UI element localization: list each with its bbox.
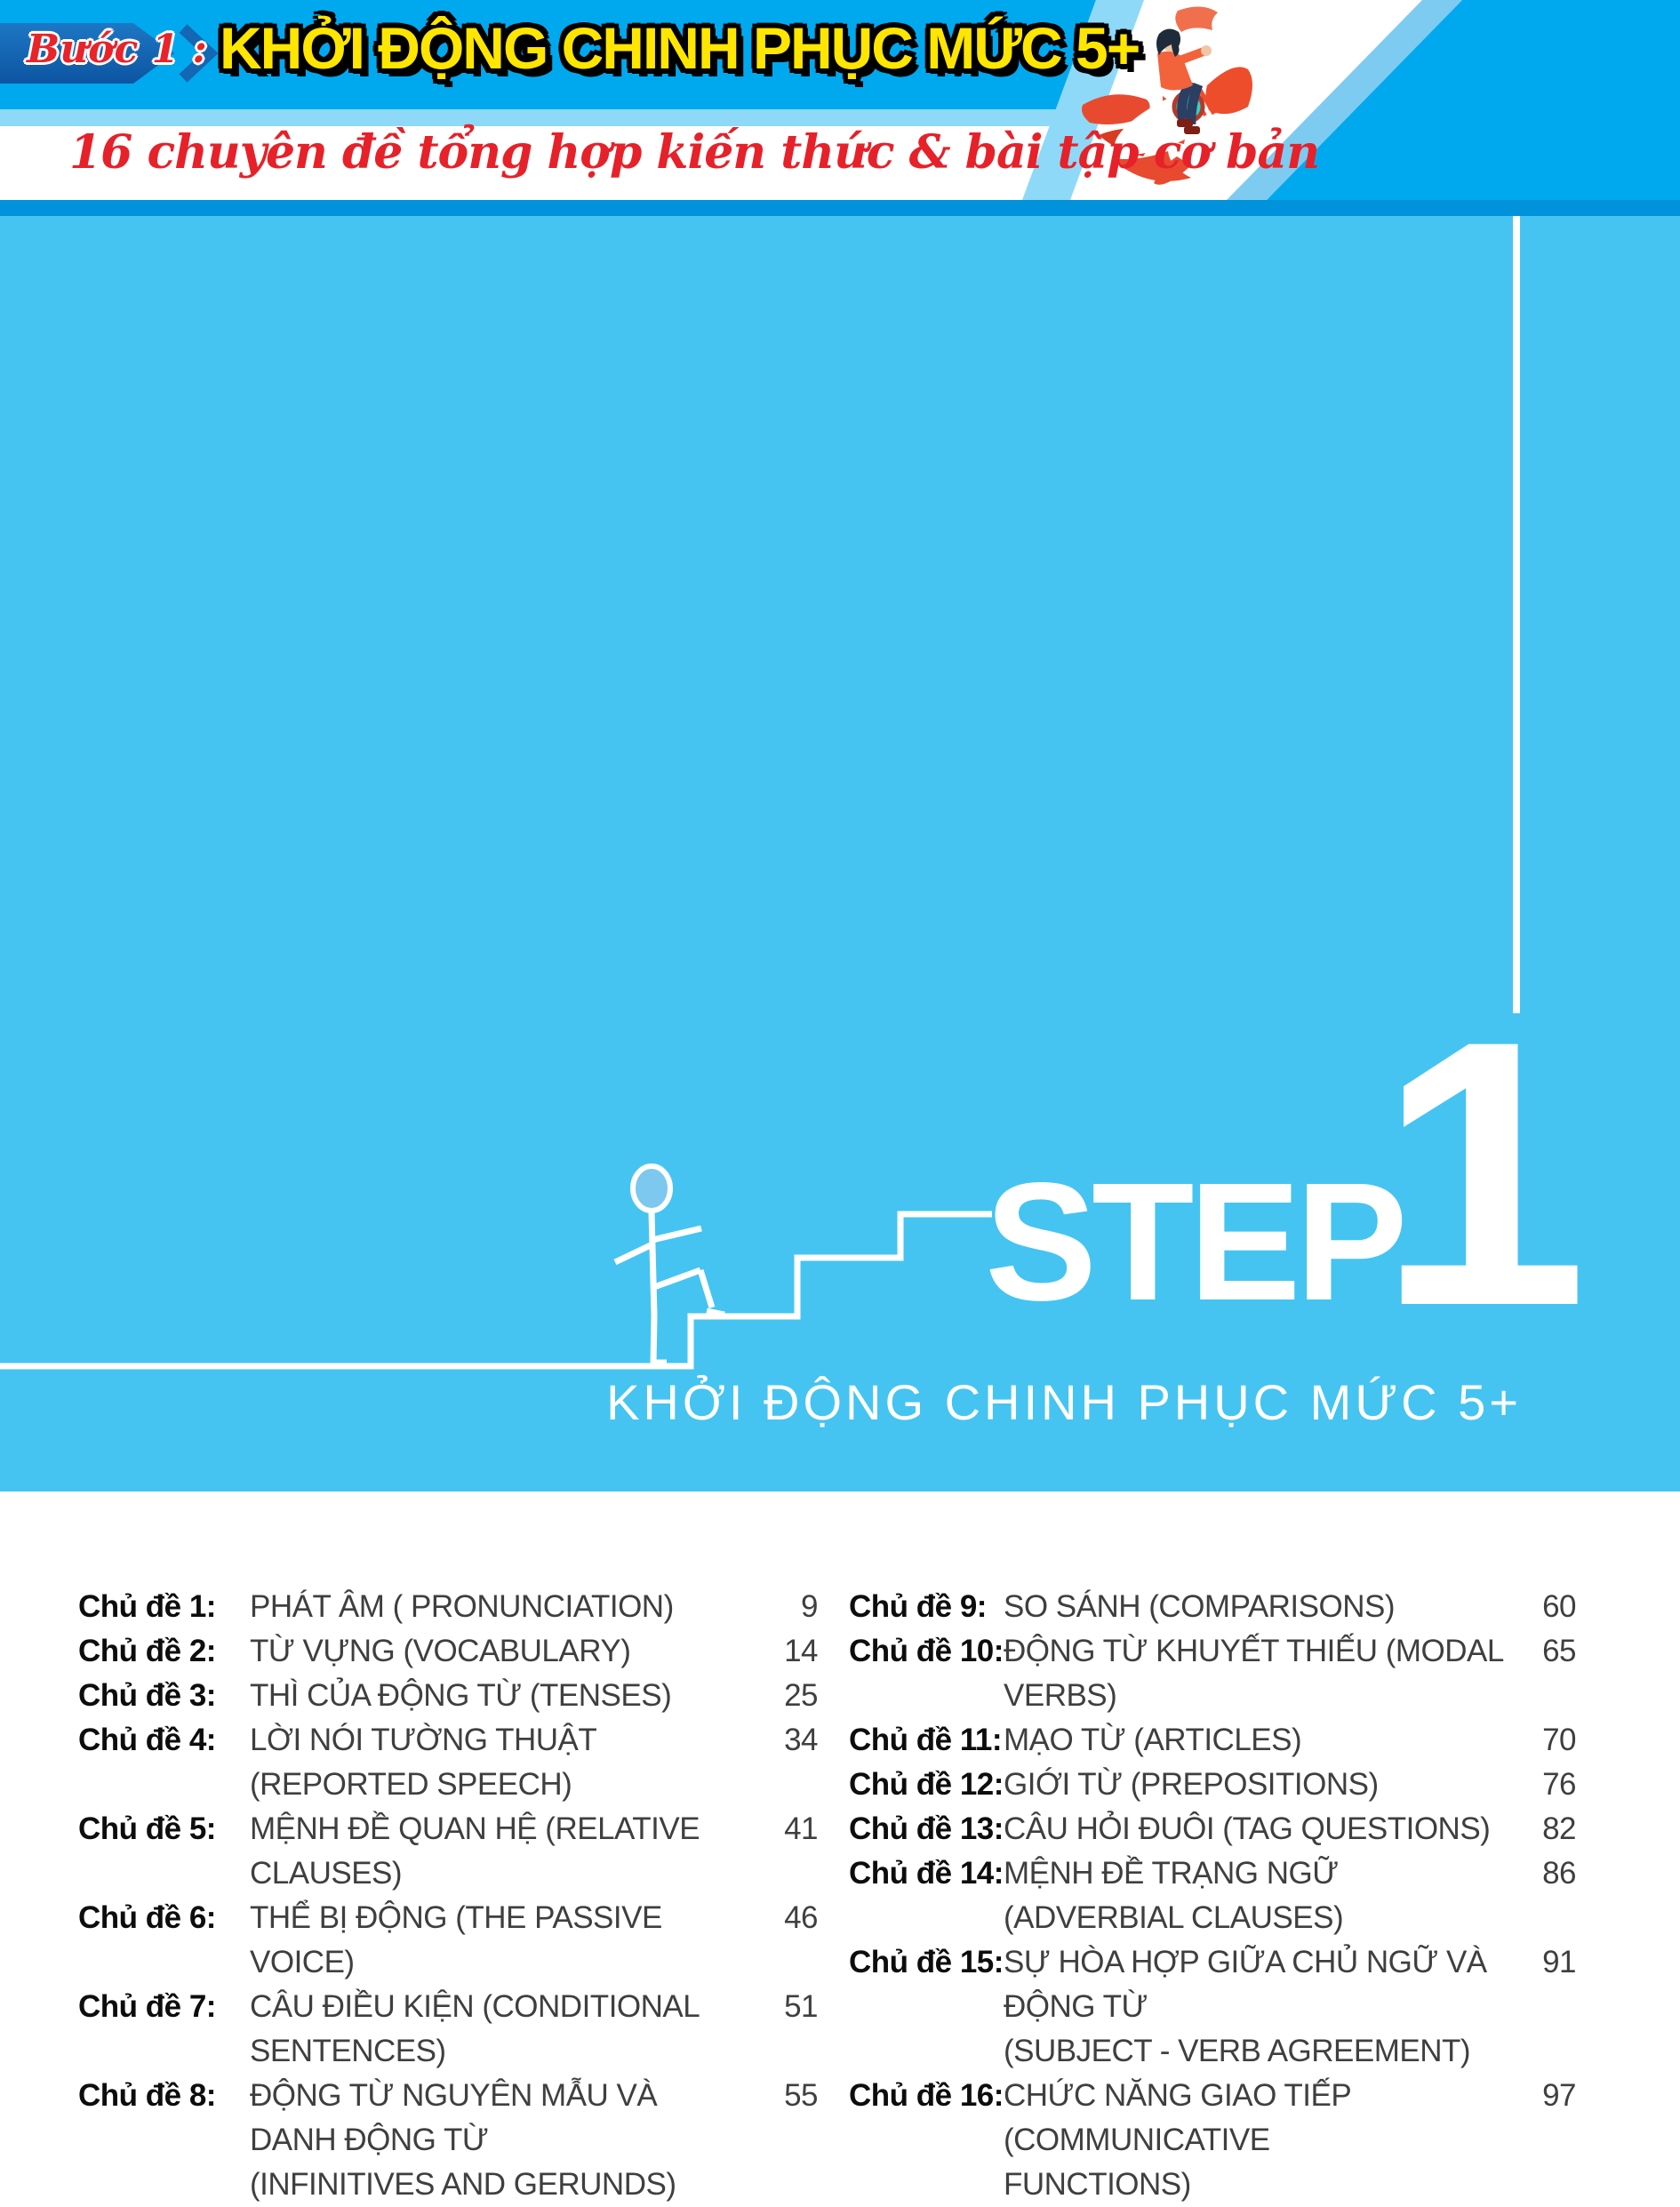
toc-title: LỜI NÓI TƯỜNG THUẬT (REPORTED SPEECH): [250, 1723, 596, 1802]
toc-row: [78, 1629, 818, 1674]
light-strip-horizontal: [0, 109, 1056, 126]
flag-icon: [1175, 6, 1218, 32]
page-title: KHỞI ĐỘNG CHINH PHỤC MỨC 5+: [220, 15, 1140, 81]
toc-page-number: 41: [784, 1811, 818, 1846]
toc-page-number: 86: [1542, 1856, 1576, 1891]
toc-column-left: [78, 1585, 818, 2207]
rider-hand: [1201, 45, 1212, 56]
stick-figure-leg-standing: [653, 1315, 654, 1364]
toc-title-line2: FUNCTIONS): [1004, 2167, 1191, 2202]
toc-page-number: 76: [1542, 1767, 1576, 1802]
toc-title: TỪ VỰNG (VOCABULARY): [250, 1634, 631, 1668]
toc-label: Chủ đề 7:: [78, 1989, 216, 2024]
stick-figure-torso: [652, 1212, 654, 1315]
toc-label: Chủ đề 12:: [849, 1767, 1004, 1802]
toc-label: Chủ đề 14:: [849, 1856, 1004, 1891]
toc-title: THỂ BỊ ĐỘNG (THE PASSIVE VOICE): [250, 1900, 662, 1979]
toc-page-number: 55: [784, 2078, 818, 2113]
toc-title: SO SÁNH (COMPARISONS): [1004, 1589, 1396, 1624]
stick-figure-head: [633, 1166, 670, 1211]
page-subtitle: 16 chuyên đề tổng hợp kiến thức & bài tập cơ bản: [69, 125, 1320, 180]
toc-row: [849, 2074, 1576, 2207]
toc-page-number: 60: [1542, 1589, 1576, 1624]
stick-figure-foot-raised: [707, 1311, 724, 1315]
toc-title: CHỨC NĂNG GIAO TIẾP (COMMUNICATIVE FUNCTIONS): [1004, 2074, 1514, 2207]
step-word: STEP: [985, 1148, 1403, 1336]
toc-page-number: 82: [1542, 1811, 1576, 1846]
toc-row: [849, 1807, 1576, 1851]
toc-column-right: [849, 1585, 1576, 2207]
step-number: 1: [1378, 963, 1588, 1385]
toc-page-number: 14: [784, 1634, 818, 1668]
toc-row: [78, 2074, 818, 2207]
toc-row: [849, 1940, 1576, 2074]
vertical-accent-line: [1513, 216, 1520, 1013]
toc-row: [849, 1629, 1576, 1718]
toc-row: [78, 1985, 818, 2074]
toc-label: Chủ đề 16:: [849, 2078, 1004, 2113]
toc-label: Chủ đề 10:: [849, 1634, 1004, 1668]
step-caption: KHỞI ĐỘNG CHINH PHỤC MỨC 5+: [606, 1374, 1522, 1430]
toc-title: CÂU ĐIỀU KIỆN (CONDITIONAL SENTENCES): [250, 1989, 699, 2068]
toc-label: Chủ đề 3:: [78, 1678, 216, 1713]
toc-page-number: 51: [784, 1989, 818, 2024]
toc-row: [849, 1763, 1576, 1807]
toc-page-number: 65: [1542, 1634, 1576, 1668]
toc-page-number: 91: [1542, 1945, 1576, 1979]
toc-row: [78, 1807, 818, 1896]
toc-label: Chủ đề 9:: [849, 1589, 987, 1624]
step-scene: [0, 216, 1680, 1491]
toc-title: SỰ HÒA HỢP GIỮA CHỦ NGỮ VÀ ĐỘNG TỪ (SUBJECT - VERB AGREEMENT): [1004, 1940, 1514, 2074]
toc-row: [78, 1674, 818, 1718]
divider-strip: [0, 200, 1680, 216]
toc-row: [849, 1718, 1576, 1763]
toc-label: Chủ đề 11:: [849, 1723, 1002, 1757]
toc-row: [78, 1585, 818, 1629]
toc-label: Chủ đề 4:: [78, 1723, 216, 1757]
toc-label: Chủ đề 8:: [78, 2078, 216, 2113]
toc-label: Chủ đề 5:: [78, 1811, 216, 1846]
toc-title: GIỚI TỪ (PREPOSITIONS): [1004, 1767, 1379, 1802]
step-badge-label: Bước 1 :: [27, 27, 207, 72]
toc-label: Chủ đề 2:: [78, 1634, 216, 1668]
toc-title: MẠO TỪ (ARTICLES): [1004, 1723, 1302, 1757]
toc-title: ĐỘNG TỪ KHUYẾT THIẾU (MODAL VERBS): [1004, 1634, 1503, 1713]
toc-row: [849, 1585, 1576, 1629]
toc-row: [78, 1896, 818, 1985]
toc-page-number: 97: [1542, 2078, 1576, 2113]
toc-label: Chủ đề 1:: [78, 1589, 216, 1624]
toc-label: Chủ đề 6:: [78, 1900, 216, 1935]
toc-title-line2: (SUBJECT - VERB AGREEMENT): [1004, 2034, 1471, 2068]
toc-page-number: 34: [784, 1723, 818, 1757]
toc-page-number: 70: [1542, 1723, 1576, 1757]
toc-title: CÂU HỎI ĐUÔI (TAG QUESTIONS): [1004, 1811, 1491, 1846]
rocket-nose-cone: [1205, 67, 1252, 114]
toc-label: Chủ đề 13:: [849, 1811, 1004, 1846]
toc-page-number: 25: [784, 1678, 818, 1713]
toc-title-line2: (INFINITIVES AND GERUNDS): [250, 2167, 676, 2202]
toc-title: THÌ CỦA ĐỘNG TỪ (TENSES): [250, 1678, 672, 1713]
toc-title: MỆNH ĐỀ TRẠNG NGỮ (ADVERBIAL CLAUSES): [1004, 1856, 1344, 1935]
toc-title: MỆNH ĐỀ QUAN HỆ (RELATIVE CLAUSES): [250, 1811, 700, 1891]
toc-title: ĐỘNG TỪ NGUYÊN MẪU VÀ DANH ĐỘNG TỪ (INFINITIVES AND GERUNDS): [250, 2074, 756, 2207]
toc-page-number: 46: [784, 1900, 818, 1935]
toc-page-number: 9: [801, 1589, 818, 1624]
toc-label: Chủ đề 15:: [849, 1945, 1004, 1979]
toc-title: PHÁT ÂM ( PRONUNCIATION): [250, 1589, 674, 1624]
toc-row: [849, 1851, 1576, 1940]
toc-row: [78, 1718, 818, 1807]
